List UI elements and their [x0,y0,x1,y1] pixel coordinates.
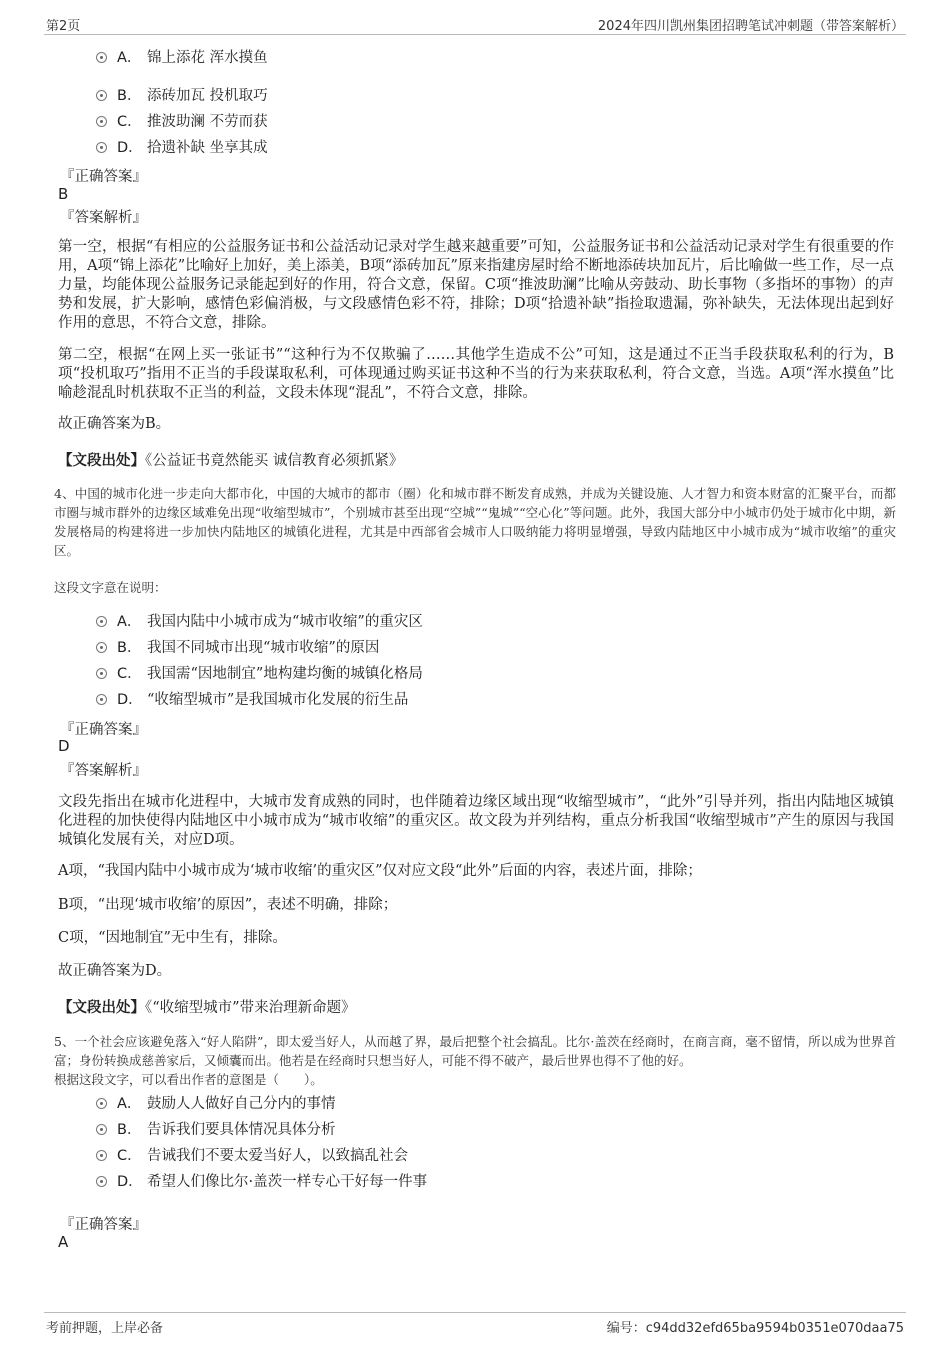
radio-icon[interactable] [96,616,107,627]
radio-icon[interactable] [96,52,107,63]
page-footer [44,1312,906,1337]
radio-icon[interactable] [96,1124,107,1135]
q3-option-d[interactable]: D． 拾遗补缺 坐享其成 [96,138,268,158]
q5-option-b[interactable]: B． 告诉我们要具体情况具体分析 [96,1120,336,1140]
q5-answer: A [58,1233,69,1251]
q4-analysis-para-3: B项，“出现‘城市收缩’的原因”，表述不明确，排除； [58,897,398,913]
document-title: 2024年四川凯州集团招聘笔试冲刺题（带答案解析） [597,19,904,34]
q3-option-a[interactable]: A． 锦上添花 浑水摸鱼 [96,48,268,68]
q3-source: 【文段出处】《公益证书竟然能买 诚信教育必须抓紧》 [58,452,404,469]
radio-icon[interactable] [96,142,107,153]
q5-stem: 根据这段文字，可以看出作者的意图是（ ）。 [54,1072,323,1087]
q3-answer: B [58,185,69,203]
q5-option-d[interactable]: D． 希望人们像比尔·盖茨一样专心干好每一件事 [96,1172,427,1192]
q5-option-a[interactable]: A． 鼓励人人做好自己分内的事情 [96,1094,336,1114]
page-number: 第2页 [46,19,81,34]
radio-icon[interactable] [96,116,107,127]
q4-option-d[interactable]: D． “收缩型城市”是我国城市化发展的衍生品 [96,690,408,710]
q4-analysis-label: 『答案解析』 [60,763,147,779]
q4-analysis-para-4: C项，“因地制宜”无中生有，排除。 [58,930,287,946]
q3-analysis-label: 『答案解析』 [60,210,147,226]
q3-analysis-conclusion: 故正确答案为B。 [58,416,171,432]
radio-icon[interactable] [96,642,107,653]
footer-slogan: 考前押题，上岸必备 [46,1321,164,1336]
document-id: 编号：c94dd32efd65ba9594b0351e070daa75 [606,1321,904,1336]
q3-option-b[interactable]: B． 添砖加瓦 投机取巧 [96,86,268,106]
q4-option-c[interactable]: C． 我国需“因地制宜”地构建均衡的城镇化格局 [96,664,423,684]
radio-icon[interactable] [96,1098,107,1109]
q5-question-text: 5、一个社会应该避免落入“好人陷阱”，即太爱当好人，从而越了界，最后把整个社会搞乱。比尔·盖茨在经商时，在商言商，毫不留情，所以成为世界首富；身份转换成慈善家后，又倾囊而出。他若是在经商时只想当好人，可能不得不破产，最后世界也得不了他的好。 [54,1034,896,1068]
q4-answer-label: 『正确答案』 [60,722,147,738]
q3-analysis-para-1: 第一空，根据“有相应的公益服务证书和公益活动记录对学生越来越重要”可知，公益服务证书和公益活动记录对学生有很重要的作用，A项“锦上添花”比喻好上加好，美上添美，B项“添砖加瓦”原来指建房屋时给不断地添砖块加瓦片，后比喻做一些工作，尽一点力量，均能体现公益服务记录能起到好的作用，符合文意，保留。C项“推波助澜”比喻从旁鼓动、助长事物（多指坏的事物）的声势和发展，扩大影响，感情色彩偏消极，与文段感情色彩不符，排除；D项“拾遗补缺”指捡取遗漏，弥补缺失，无法体现出起到好作用的意思，不符合文意，排除。 [58,239,894,331]
radio-icon[interactable] [96,90,107,101]
radio-icon[interactable] [96,668,107,679]
q4-source: 【文段出处】《“收缩型城市”带来治理新命题》 [58,999,356,1016]
radio-icon[interactable] [96,1150,107,1161]
radio-icon[interactable] [96,694,107,705]
q4-analysis-para-1: 文段先指出在城市化进程中，大城市发育成熟的同时，也伴随着边缘区域出现“收缩型城市”，“此外”引导并列，指出内陆地区城镇化进程的加快使得内陆地区中小城市成为“城市收缩”的重灾区。故文段为并列结构，重点分析我国“收缩型城市”产生的原因与我国城镇化发展有关，对应D项。 [58,794,894,848]
q4-answer: D [58,737,70,755]
q5-answer-label: 『正确答案』 [60,1217,147,1233]
q3-analysis-para-2: 第二空，根据“在网上买一张证书”“这种行为不仅欺骗了……其他学生造成不公”可知，这是通过不正当手段获取私利的行为，B项“投机取巧”指用不正当的手段谋取私利，可体现通过购买证书这种不当的行为来获取私利，符合文意，当选。A项“浑水摸鱼”比喻趁混乱时机获取不正当的利益，文段未体现“混乱”，不符合文意，排除。 [58,347,894,401]
q4-option-a[interactable]: A． 我国内陆中小城市成为“城市收缩”的重灾区 [96,612,423,632]
q4-analysis-conclusion: 故正确答案为D。 [58,963,172,979]
q3-answer-label: 『正确答案』 [60,169,147,185]
q4-stem: 这段文字意在说明： [54,580,167,595]
page-header [44,12,906,35]
q4-analysis-para-2: A项，“我国内陆中小城市成为‘城市收缩’的重灾区”仅对应文段“此外”后面的内容，表述片面，排除； [58,863,702,879]
q5-option-c[interactable]: C． 告诫我们不要太爱当好人，以致搞乱社会 [96,1146,408,1166]
q3-option-c[interactable]: C． 推波助澜 不劳而获 [96,112,268,132]
radio-icon[interactable] [96,1176,107,1187]
q4-option-b[interactable]: B． 我国不同城市出现“城市收缩”的原因 [96,638,379,658]
q4-question-text: 4、中国的城市化进一步走向大都市化，中国的大城市的都市（圈）化和城市群不断发育成熟，并成为关键设施、人才智力和资本财富的汇聚平台，而都市圈与城市群外的边缘区域难免出现“收缩型城市”，个别城市甚至出现“空城”“鬼城”“空心化”等问题。此外，我国大部分中小城市仍处于城市化中期，新发展格局的构建将进一步加快内陆地区的城镇化进程，尤其是中西部省会城市人口吸纳能力将明显增强，导致内陆地区中小城市成为“城市收缩”的重灾区。 [54,486,896,558]
